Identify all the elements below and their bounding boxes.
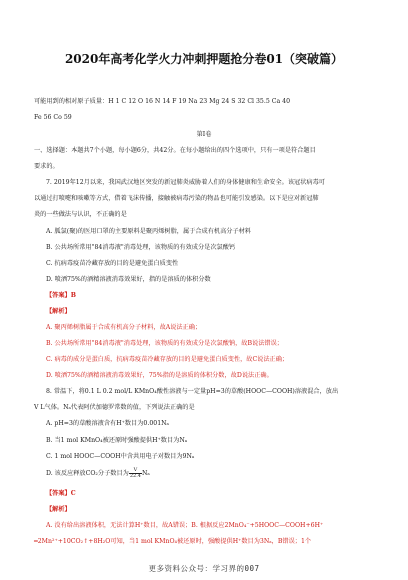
q7-stem-line-2: 以通过打喷嚏和咳嗽等方式，借着飞沫传播，接触被病毒污染的物品也可能引发感染。以下是应对新冠肺 <box>34 195 319 202</box>
q7-option-d: D. 喷洒75%的酒精溶液消毒效果好，指的是溶质的体积分数 <box>46 276 211 283</box>
q7-analysis-c: C. 病毒的成分是蛋白质，抗病毒疫苗冷藏存放的目的是避免蛋白质变性，故C说法正确； <box>46 356 289 363</box>
fraction-numerator: V <box>129 468 142 474</box>
footer-note: 更多资料公众号：学习界的007 <box>148 564 260 573</box>
section-title: 第Ⅰ卷 <box>196 131 212 138</box>
atomic-mass-line-2: Fe 56 Co 59 <box>34 114 72 121</box>
q8-option-c: C. 1 mol HOOC—COOH中含共用电子对数目为9Nₐ <box>46 453 195 460</box>
q8-answer: 【答案】C <box>46 490 76 497</box>
q8-option-b: B. 当1 mol KMnO₄被还原时强酸提供H⁺数目为Nₐ <box>46 437 188 444</box>
q8-option-a: A. pH=3的草酸溶液含有H⁺数目为0.001Nₐ <box>46 420 169 427</box>
q8-analysis-line-2: ═2Mn²⁺+10CO₂↑+8H₂O可知，当1 mol KMnO₄被还原时，强酸提供H⁺数目为3Nₐ，B错误；1个 <box>34 538 312 545</box>
q8-analysis-label: 【解析】 <box>46 506 71 513</box>
q8-stem-line-2: V L气体。Nₐ代表阿伏加德罗常数的值，下列说法正确的是 <box>34 404 195 411</box>
atomic-mass-line-1: 可能用到的相对原子质量：H 1 C 12 O 16 N 14 F 19 Na 23 Mg 24 S 32 Cl 35.5 Ca 40 <box>34 98 291 105</box>
intro-line-2: 要求的。 <box>34 163 59 170</box>
q7-option-a: A. 胍氯(聚)的医用口罩的主要原料是聚丙烯树脂，属于合成有机高分子材料 <box>46 228 252 235</box>
q7-analysis-d: D. 喷洒75%的酒精溶液消毒效果好，75%指的是溶质的体积分数，故D说法正确。 <box>46 372 273 379</box>
q7-analysis-label: 【解析】 <box>46 308 71 315</box>
fraction-suffix: Nₐ <box>141 470 150 477</box>
q8-stem-line-1: 8. 常温下，将0.1 L 0.2 mol/L KMnO₄酸性溶液与一定量pH=3的草酸(HOOC—COOH)溶液混合，放出 <box>46 388 339 395</box>
q7-analysis-b: B. 公共场所常用"84消毒液"消毒处理，该物质的有效成分是次氯酸钠，故B说法错误； <box>46 340 283 347</box>
q7-option-b: B. 公共场所常用"84消毒液"消毒处理，该物质的有效成分是次氯酸钙 <box>46 244 236 251</box>
fraction-denominator: 22.4 <box>129 473 141 479</box>
q7-analysis-a: A. 聚丙烯树脂属于合成有机高分子材料，故A说法正确； <box>46 324 202 331</box>
page-title: 2020年高考化学火力冲刺押题抢分卷01（突破篇） <box>64 52 344 66</box>
fraction <box>129 468 142 479</box>
q8-analysis-line-1: A. 没有给出溶液体积，无法计算H⁺数目，故A错误；B. 根据反应2MnO₄⁻+5HOOC—COOH+6H⁺ <box>46 522 324 529</box>
q7-stem-line-1: 7. 2019年12月以来，我国武汉地区突发的新冠肺炎威胁着人们的身体健康和生命安全。该冠状病毒可 <box>46 179 325 186</box>
q8-option-d-text: D. 该反应释放CO₂分子数目为 <box>46 470 129 477</box>
q7-stem-line-3: 炎的一些做法与认识，不正确的是 <box>34 211 127 218</box>
q7-option-c: C. 抗病毒疫苗冷藏存放的目的是避免蛋白质变性 <box>46 260 179 267</box>
intro-line-1: 一、选择题：本题共7个小题，每小题6分，共42分。在每小题给出的四个选项中，只有一项是符合题目 <box>34 147 316 154</box>
q8-option-d <box>46 468 384 479</box>
q7-answer: 【答案】B <box>46 292 76 299</box>
